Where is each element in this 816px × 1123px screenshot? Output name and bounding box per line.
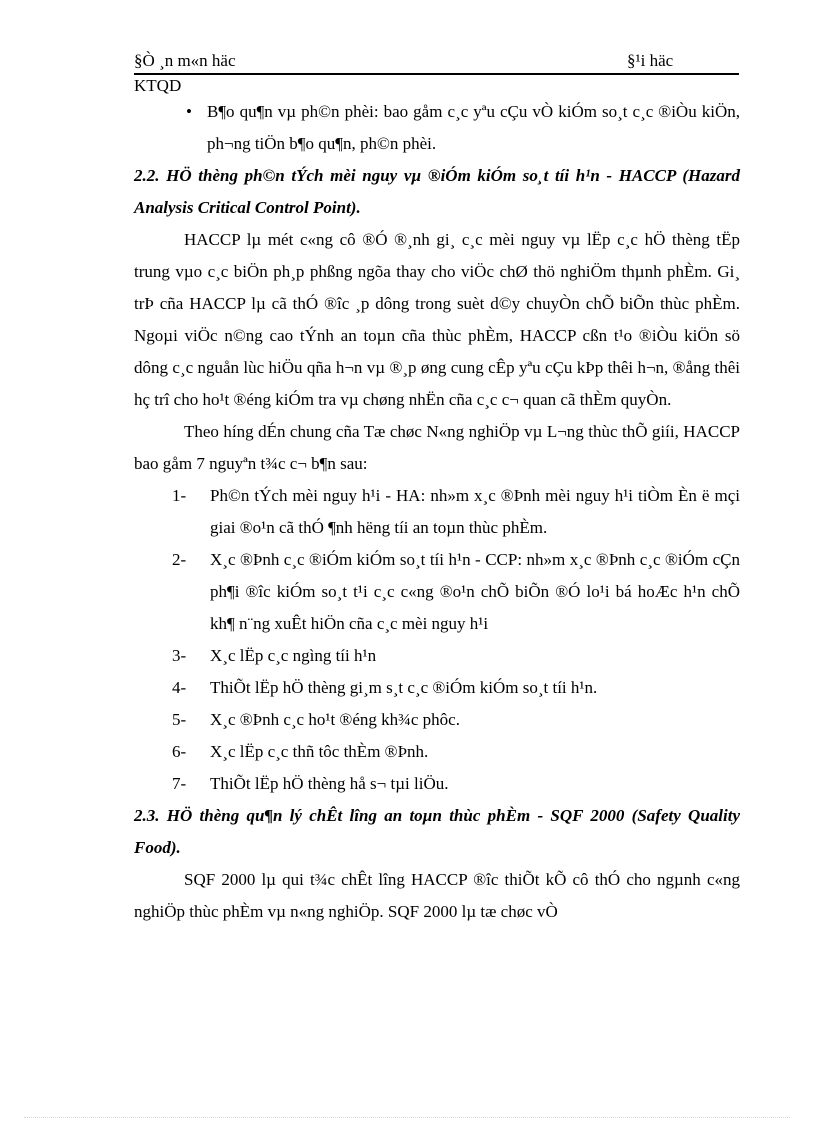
page-bottom-divider bbox=[24, 1117, 790, 1118]
list-item-number: 2- bbox=[172, 550, 187, 569]
bullet-item bbox=[134, 96, 740, 160]
list-item bbox=[134, 480, 740, 544]
list-item-text: Ph©n tÝch mèi nguy h¹i - HA: nh»m x¸c ®Þnh mèi nguy h¹i tiÒm Èn ë mçi giai ®o¹n cã thÓ ¶nh hëng tíi an toµn thùc phÈm. bbox=[210, 486, 740, 537]
list-item-text: X¸c ®Þnh c¸c ho¹t ®éng kh¾c phôc. bbox=[210, 710, 460, 729]
header-right-text: §¹i häc bbox=[627, 51, 674, 70]
page-header bbox=[134, 51, 739, 75]
list-item-number: 4- bbox=[172, 678, 187, 697]
header-left-text: §Ò ¸n m«n häc bbox=[134, 51, 236, 70]
principles-list bbox=[134, 480, 740, 800]
list-item-number: 6- bbox=[172, 742, 187, 761]
list-item-text: X¸c lËp c¸c thñ tôc thÈm ®Þnh. bbox=[210, 742, 429, 761]
list-item bbox=[134, 640, 740, 672]
section-heading-2-3: 2.3. HÖ thèng qu¶n lý chÊt lîng an toµn thùc phÈm - SQF 2000 (Safety Quality Food). bbox=[134, 806, 740, 857]
section-heading-2-2: 2.2. HÖ thèng ph©n tÝch mèi nguy vµ ®iÓm kiÓm so¸t tíi h¹n - HACCP (Hazard Analysis Critical Control Point). bbox=[134, 166, 740, 217]
paragraph: HACCP lµ mét c«ng cô ®Ó ®¸nh gi¸ c¸c mèi nguy vµ lËp c¸c hÖ thèng tËp trung vµo c¸c biÖn ph¸p phßng ngõa thay cho viÖc chØ thö nghiÖm thµnh phÈm. Gi¸ trÞ cña HACCP lµ cã thÓ ®îc ¸p dông trong suèt d©y chuyÒn chÕ biÕn thùc phÈm. Ngoµi viÖc n©ng cao tÝnh an toµn cña thùc phÈm, HACCP cßn t¹o ®iÒu kiÖn sö dông c¸c nguån lùc hiÖu qña h¬n vµ ®¸p øng cung cÊp yªu cÇu kÞp thêi h¬n, ®ång thêi hç trî cho ho¹t ®éng kiÓm tra vµ chøng nhËn cña c¸c c¬ quan cã thÈm quyÒn. bbox=[134, 230, 740, 409]
list-item-text: ThiÕt lËp hÖ thèng gi¸m s¸t c¸c ®iÓm kiÓm so¸t tíi h¹n. bbox=[210, 678, 598, 697]
list-item bbox=[134, 768, 740, 800]
list-item bbox=[134, 672, 740, 704]
list-item bbox=[134, 704, 740, 736]
list-item-number: 7- bbox=[172, 774, 187, 793]
paragraph: Theo híng dÉn chung cña Tæ chøc N«ng nghiÖp vµ L¬ng thùc thÕ giíi, HACCP bao gåm 7 nguyªn t¾c c¬ b¶n sau: bbox=[134, 422, 740, 473]
list-item bbox=[134, 736, 740, 768]
list-item bbox=[134, 544, 740, 640]
list-item-number: 1- bbox=[172, 486, 187, 505]
header-sub-text: KTQD bbox=[134, 76, 182, 95]
list-item-number: 5- bbox=[172, 710, 187, 729]
list-item-text: X¸c lËp c¸c ngìng tíi h¹n bbox=[210, 646, 377, 665]
bullet-icon: • bbox=[186, 102, 192, 121]
paragraph: SQF 2000 lµ qui t¾c chÊt lîng HACCP ®îc thiÕt kÕ cô thÓ cho ngµnh c«ng nghiÖp thùc phÈm vµ n«ng nghiÖp. SQF 2000 lµ tæ chøc vÒ bbox=[134, 870, 740, 921]
document-body bbox=[134, 96, 740, 928]
bullet-text: B¶o qu¶n vµ ph©n phèi: bao gåm c¸c yªu cÇu vÒ kiÓm so¸t c¸c ®iÒu kiÖn, ph¬ng tiÖn b¶o qu¶n, ph©n phèi. bbox=[207, 102, 740, 153]
list-item-text: ThiÕt lËp hÖ thèng hå s¬ tµi liÖu. bbox=[210, 774, 449, 793]
list-item-number: 3- bbox=[172, 646, 187, 665]
list-item-text: X¸c ®Þnh c¸c ®iÓm kiÓm so¸t tíi h¹n - CCP: nh»m x¸c ®Þnh c¸c ®iÓm cÇn ph¶i ®îc kiÓm so¸t t¹i c¸c c«ng ®o¹n chÕ biÕn ®Ó lo¹i bá hoÆc h¹n chÕ kh¶ n¨ng xuÊt hiÖn cña c¸c mèi nguy h¹i bbox=[210, 550, 740, 633]
